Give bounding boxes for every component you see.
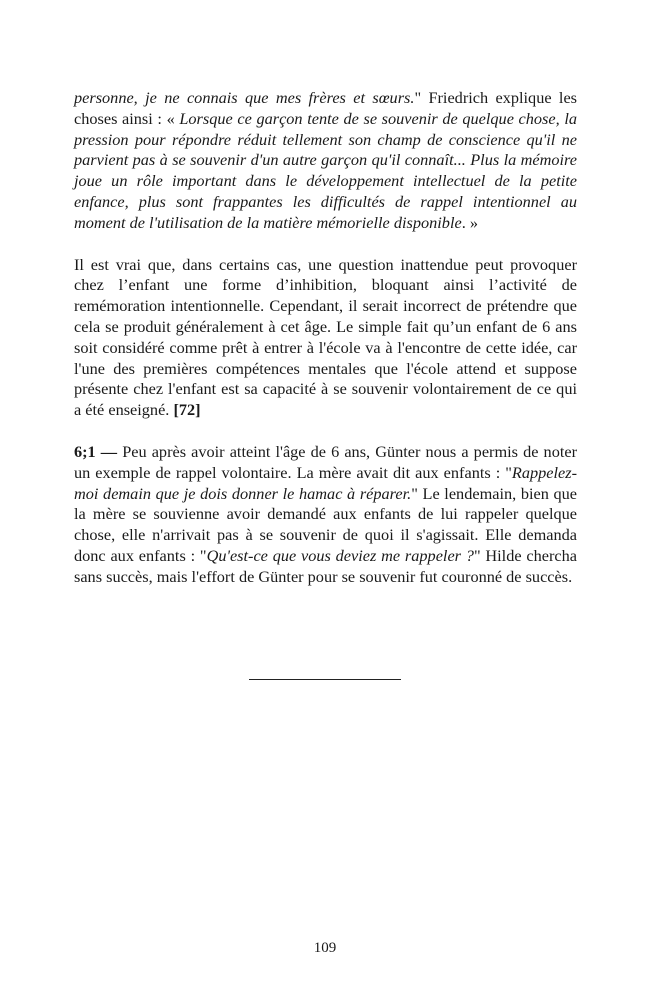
paragraph-1 <box>74 88 577 234</box>
body-text: " Hilde chercha sans succès, mais l'effort de Günter pour se souvenir fut couronné de succès. <box>74 545 577 586</box>
page-body <box>74 88 577 588</box>
body-text: " Le lendemain, bien que la mère se souvienne avoir demandé aux enfants de lui rappeler quelque chose, elle n'arrivait pas à se souvenir de quoi il s'agissait. Elle demanda donc aux enfants : " <box>74 483 577 565</box>
quote-text: Rappelez-moi demain que je dois donner le hamac à réparer. <box>74 462 577 503</box>
age-label: 6;1 — <box>74 441 118 461</box>
quote-text: personne, je ne connais que mes frères et sœurs. <box>74 88 415 107</box>
paragraph-3 <box>74 442 577 588</box>
page-number: 109 <box>313 940 337 956</box>
body-text: " Friedrich explique les choses ainsi : « <box>74 88 578 128</box>
section-divider <box>249 679 401 680</box>
quote-text: Lorsque ce garçon tente de se souvenir de quelque chose, la pression pour répondre réduit tellement son champ de conscience qu'il ne parvient pas à se souvenir d'un autre garçon qu'il connaît... Plus la mémoire joue un rôle important dans le développement intellectuel de la petite enfance, plus sont frappantes les difficultés de rappel intentionnel au moment de l'utilisation de la matière mémorielle disponible <box>74 108 577 232</box>
footnote-reference: [72] <box>173 400 201 420</box>
paragraph-2 <box>74 255 577 421</box>
body-text: Peu après avoir atteint l'âge de 6 ans, Günter nous a permis de noter un exemple de rappel volontaire. La mère avait dit aux enfants : " <box>74 441 577 482</box>
quote-text: Qu'est-ce que vous deviez me rappeler ? <box>206 545 474 565</box>
body-text: Il est vrai que, dans certains cas, une question inattendue peut provoquer chez l’enfant une forme d’inhibition, bloquant ainsi l’activité de remémoration intentionnelle. Cependant, il serait incorrect de prétendre que cela se produit généralement à cet âge. Le simple fait qu’un enfant de 6 ans soit considéré comme prêt à entrer à l'école va à l'encontre de cette idée, car l'une des premières compétences mentales que l'école attend et suppose présente chez l'enfant est sa capacité à se souvenir volontairement de ce qui a été enseigné. <box>74 254 577 420</box>
body-text: . » <box>461 212 478 232</box>
